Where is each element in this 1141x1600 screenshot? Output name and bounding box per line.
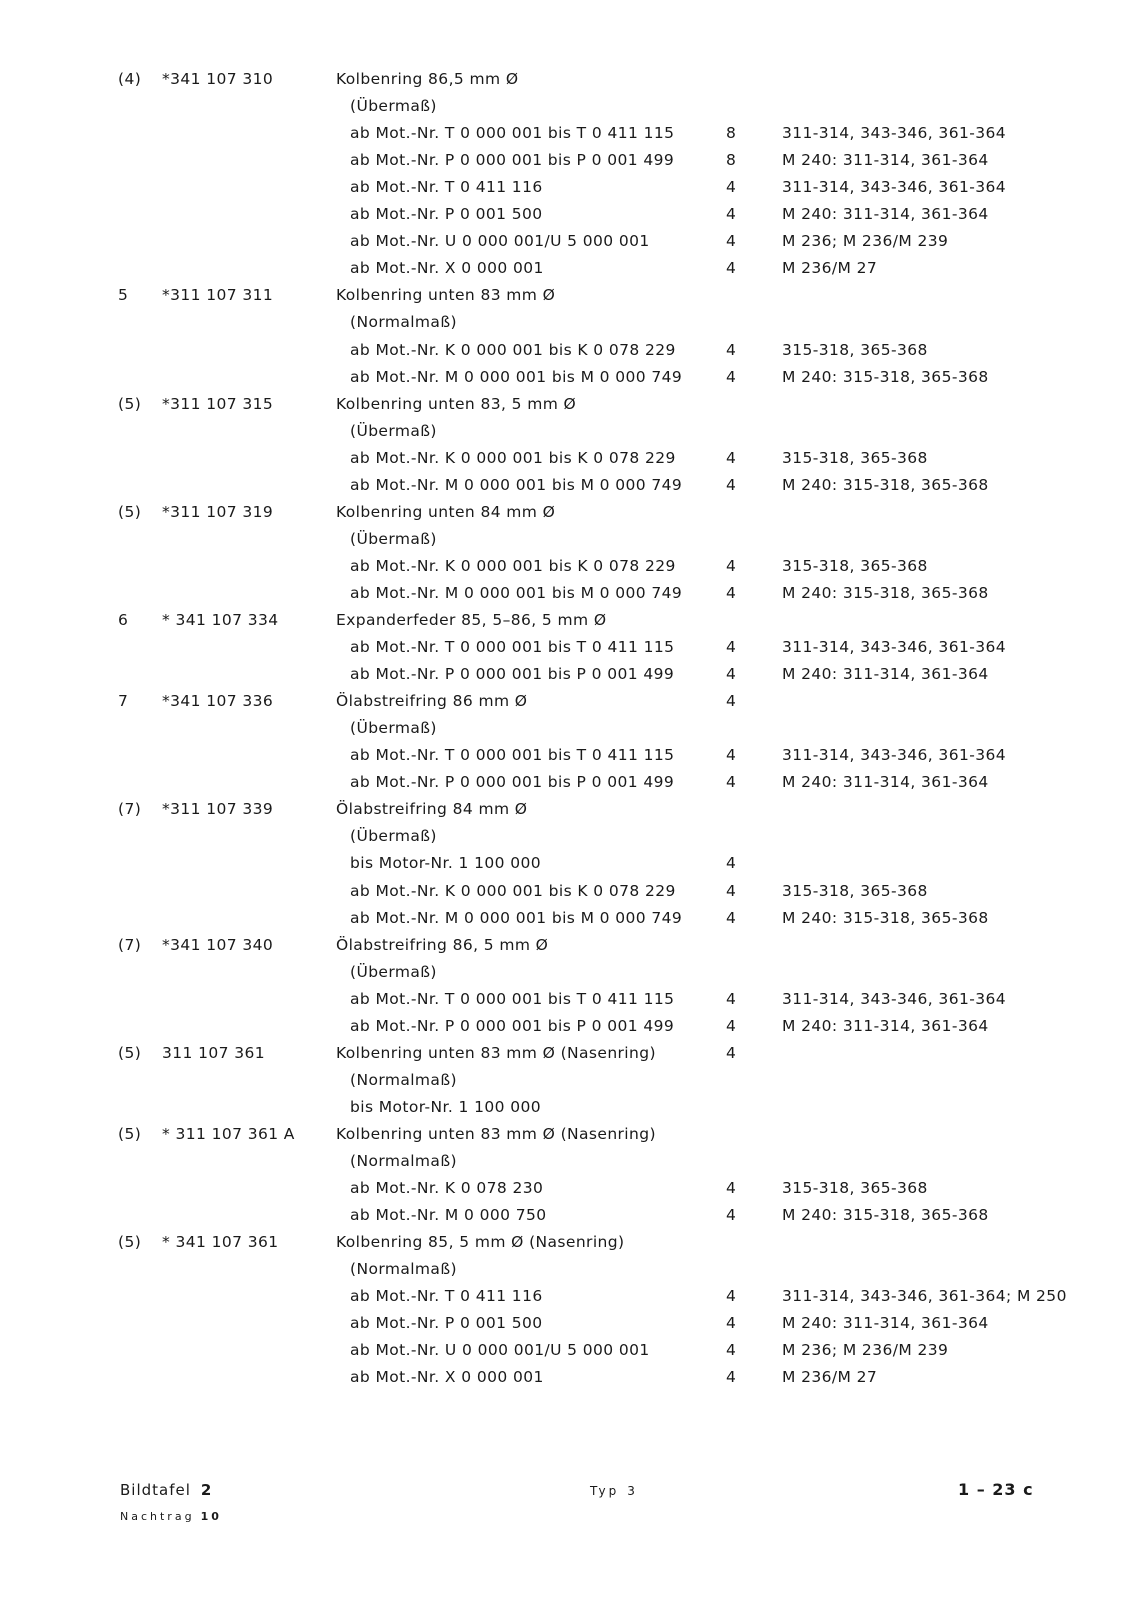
detail-row [0, 228, 1141, 255]
detail-row [0, 364, 1141, 391]
sub-description: ab Mot.-Nr. K 0 000 001 bis K 0 078 229 [350, 881, 676, 900]
quantity: 4 [726, 1287, 737, 1306]
detail-row [0, 1013, 1141, 1040]
part-row [0, 1229, 1141, 1256]
part-number: 311 107 361 [162, 1043, 266, 1062]
sub-description: (Normalmaß) [350, 1260, 457, 1279]
sub-description: ab Mot.-Nr. T 0 000 001 bis T 0 411 115 [350, 124, 675, 143]
position-number: (4) [118, 70, 142, 88]
quantity: 4 [726, 583, 737, 602]
sub-description: ab Mot.-Nr. M 0 000 001 bis M 0 000 749 [350, 475, 683, 494]
typ-text: Typ [590, 1484, 620, 1498]
quantity: 4 [726, 665, 737, 684]
part-row [0, 66, 1141, 93]
sub-description: ab Mot.-Nr. P 0 000 001 bis P 0 001 499 [350, 665, 675, 684]
application: 311-314, 343-346, 361-364; M 250 [782, 1287, 1067, 1306]
application: M 240: 315-318, 365-368 [782, 583, 989, 602]
application: M 240: 311-314, 361-364 [782, 665, 989, 684]
position-number: (5) [118, 1233, 142, 1252]
part-description: Kolbenring unten 83, 5 mm Ø [336, 394, 577, 413]
application: M 240: 311-314, 361-364 [782, 205, 989, 224]
sub-description: ab Mot.-Nr. K 0 000 001 bis K 0 078 229 [350, 556, 676, 575]
sub-description: ab Mot.-Nr. P 0 000 001 bis P 0 001 499 [350, 1016, 675, 1035]
detail-row [0, 1364, 1141, 1391]
detail-row [0, 715, 1141, 742]
quantity: 4 [726, 178, 737, 197]
sub-description: ab Mot.-Nr. M 0 000 001 bis M 0 000 749 [350, 367, 683, 386]
quantity: 4 [726, 448, 737, 467]
quantity: 4 [726, 205, 737, 224]
part-number: * 341 107 334 [162, 611, 279, 629]
quantity: 4 [726, 1368, 737, 1387]
sub-description: (Normalmaß) [350, 1152, 457, 1170]
quantity: 4 [726, 881, 737, 900]
detail-row [0, 309, 1141, 336]
application: 315-318, 365-368 [782, 340, 928, 359]
part-number: *311 107 339 [162, 800, 274, 819]
typ-label [590, 1484, 638, 1498]
sub-description: ab Mot.-Nr. K 0 078 230 [350, 1179, 544, 1198]
part-row [0, 282, 1141, 309]
part-description: Kolbenring unten 83 mm Ø [336, 286, 556, 305]
detail-row [0, 959, 1141, 986]
bildtafel-label [120, 1481, 212, 1499]
quantity: 4 [726, 854, 737, 873]
bildtafel-text: Bildtafel [120, 1481, 191, 1499]
part-description: Kolbenring 85, 5 mm Ø (Nasenring) [336, 1233, 625, 1252]
detail-row [0, 1337, 1141, 1364]
detail-row [0, 1310, 1141, 1337]
sub-description: ab Mot.-Nr. T 0 411 116 [350, 178, 543, 197]
sub-description: ab Mot.-Nr. T 0 000 001 bis T 0 411 115 [350, 638, 675, 657]
detail-row [0, 1067, 1141, 1094]
part-row [0, 688, 1141, 715]
sub-description: (Übermaß) [350, 529, 437, 548]
detail-row [0, 823, 1141, 850]
nachtrag-label [120, 1510, 222, 1523]
sub-description: ab Mot.-Nr. U 0 000 001/U 5 000 001 [350, 1341, 650, 1360]
detail-row [0, 1202, 1141, 1229]
part-row [0, 607, 1141, 634]
part-number: *341 107 340 [162, 935, 274, 954]
quantity: 4 [726, 1043, 737, 1062]
bildtafel-number: 2 [200, 1481, 213, 1499]
sub-description: ab Mot.-Nr. P 0 000 001 bis P 0 001 499 [350, 773, 675, 792]
sub-description: ab Mot.-Nr. P 0 001 500 [350, 1314, 543, 1333]
sub-description: bis Motor-Nr. 1 100 000 [350, 1097, 542, 1116]
application: 311-314, 343-346, 361-364 [782, 989, 1006, 1008]
sub-description: ab Mot.-Nr. T 0 000 001 bis T 0 411 115 [350, 746, 675, 765]
detail-row [0, 147, 1141, 174]
detail-row [0, 769, 1141, 796]
nachtrag-text: Nachtrag [120, 1510, 195, 1523]
sub-description: ab Mot.-Nr. K 0 000 001 bis K 0 078 229 [350, 448, 676, 467]
part-row [0, 1040, 1141, 1067]
sub-description: ab Mot.-Nr. T 0 000 001 bis T 0 411 115 [350, 989, 675, 1008]
sub-description: ab Mot.-Nr. T 0 411 116 [350, 1287, 543, 1306]
detail-row [0, 850, 1141, 877]
application: M 236/M 27 [782, 259, 878, 278]
detail-row [0, 661, 1141, 688]
sub-description: bis Motor-Nr. 1 100 000 [350, 854, 542, 873]
quantity: 4 [726, 692, 737, 711]
part-row [0, 932, 1141, 959]
part-number: * 341 107 361 [162, 1233, 279, 1252]
part-number: *311 107 311 [162, 286, 274, 305]
position-number: (7) [118, 800, 142, 819]
part-description: Ölabstreifring 86, 5 mm Ø [336, 935, 549, 954]
application: M 240: 311-314, 361-364 [782, 1016, 989, 1035]
detail-row [0, 201, 1141, 228]
sub-description: ab Mot.-Nr. M 0 000 001 bis M 0 000 749 [350, 908, 683, 927]
quantity: 4 [726, 340, 737, 359]
detail-row [0, 174, 1141, 201]
application: M 240: 315-318, 365-368 [782, 908, 989, 927]
quantity: 4 [726, 773, 737, 792]
quantity: 4 [726, 475, 737, 494]
application: 311-314, 343-346, 361-364 [782, 178, 1006, 197]
application: 315-318, 365-368 [782, 448, 928, 467]
detail-row [0, 878, 1141, 905]
detail-row [0, 1256, 1141, 1283]
quantity: 4 [726, 1341, 737, 1360]
position-number: (5) [118, 502, 142, 521]
part-number: *311 107 315 [162, 394, 274, 413]
detail-row [0, 1148, 1141, 1175]
sub-description: (Normalmaß) [350, 313, 457, 332]
sub-description: ab Mot.-Nr. M 0 000 750 [350, 1206, 547, 1225]
quantity: 8 [726, 124, 737, 143]
detail-row [0, 445, 1141, 472]
detail-row [0, 526, 1141, 553]
page-number: 1 – 23 c [958, 1480, 1034, 1499]
sub-description: (Übermaß) [350, 962, 437, 981]
detail-row [0, 553, 1141, 580]
part-row [0, 499, 1141, 526]
application: M 236; M 236/M 239 [782, 232, 949, 251]
detail-row [0, 1283, 1141, 1310]
part-row [0, 391, 1141, 418]
part-description: Expanderfeder 85, 5–86, 5 mm Ø [336, 611, 607, 629]
detail-row [0, 255, 1141, 282]
application: M 240: 311-314, 361-364 [782, 1314, 989, 1333]
detail-row [0, 472, 1141, 499]
part-description: Kolbenring unten 83 mm Ø (Nasenring) [336, 1124, 656, 1143]
sub-description: ab Mot.-Nr. X 0 000 001 [350, 1368, 544, 1387]
sub-description: ab Mot.-Nr. K 0 000 001 bis K 0 078 229 [350, 340, 676, 359]
part-row [0, 796, 1141, 823]
sub-description: (Übermaß) [350, 97, 437, 116]
part-row [0, 1121, 1141, 1148]
quantity: 4 [726, 746, 737, 765]
quantity: 4 [726, 1206, 737, 1225]
detail-row [0, 337, 1141, 364]
application: M 240: 315-318, 365-368 [782, 1206, 989, 1225]
part-description: Ölabstreifring 84 mm Ø [336, 800, 528, 819]
position-number: 5 [118, 286, 129, 305]
quantity: 4 [726, 232, 737, 251]
detail-row [0, 905, 1141, 932]
detail-row [0, 742, 1141, 769]
application: M 240: 311-314, 361-364 [782, 773, 989, 792]
application: 311-314, 343-346, 361-364 [782, 638, 1006, 657]
part-number: *341 107 336 [162, 692, 274, 711]
part-description: Kolbenring unten 83 mm Ø (Nasenring) [336, 1043, 656, 1062]
sub-description: (Übermaß) [350, 421, 437, 440]
application: M 236; M 236/M 239 [782, 1341, 949, 1360]
detail-row [0, 1094, 1141, 1121]
quantity: 8 [726, 151, 737, 170]
sub-description: (Übermaß) [350, 719, 437, 738]
position-number: 7 [118, 692, 129, 711]
quantity: 4 [726, 1016, 737, 1035]
part-description: Kolbenring 86,5 mm Ø [336, 70, 519, 88]
position-number: 6 [118, 611, 129, 629]
application: M 240: 315-318, 365-368 [782, 367, 989, 386]
quantity: 4 [726, 638, 737, 657]
part-description: Kolbenring unten 84 mm Ø [336, 502, 556, 521]
application: M 240: 311-314, 361-364 [782, 151, 989, 170]
position-number: (5) [118, 394, 142, 413]
quantity: 4 [726, 1314, 737, 1333]
detail-row [0, 120, 1141, 147]
application: 311-314, 343-346, 361-364 [782, 124, 1006, 143]
sub-description: ab Mot.-Nr. P 0 001 500 [350, 205, 543, 224]
quantity: 4 [726, 259, 737, 278]
application: M 236/M 27 [782, 1368, 878, 1387]
quantity: 4 [726, 989, 737, 1008]
sub-description: ab Mot.-Nr. X 0 000 001 [350, 259, 544, 278]
quantity: 4 [726, 1179, 737, 1198]
sub-description: ab Mot.-Nr. U 0 000 001/U 5 000 001 [350, 232, 650, 251]
quantity: 4 [726, 367, 737, 386]
application: 315-318, 365-368 [782, 881, 928, 900]
position-number: (5) [118, 1124, 142, 1143]
nachtrag-number: 10 [200, 1510, 222, 1523]
quantity: 4 [726, 556, 737, 575]
position-number: (5) [118, 1043, 142, 1062]
sub-description: (Übermaß) [350, 827, 437, 846]
sub-description: ab Mot.-Nr. M 0 000 001 bis M 0 000 749 [350, 583, 683, 602]
application: M 240: 315-318, 365-368 [782, 475, 989, 494]
detail-row [0, 418, 1141, 445]
detail-row [0, 1175, 1141, 1202]
quantity: 4 [726, 908, 737, 927]
position-number: (7) [118, 935, 142, 954]
application: 315-318, 365-368 [782, 556, 928, 575]
sub-description: ab Mot.-Nr. P 0 000 001 bis P 0 001 499 [350, 151, 675, 170]
detail-row [0, 93, 1141, 120]
part-number: *341 107 310 [162, 70, 274, 88]
part-number: * 311 107 361 A [162, 1124, 295, 1143]
typ-number: 3 [627, 1484, 638, 1498]
application: 315-318, 365-368 [782, 1179, 928, 1198]
detail-row [0, 986, 1141, 1013]
part-number: *311 107 319 [162, 502, 274, 521]
sub-description: (Normalmaß) [350, 1070, 457, 1089]
detail-row [0, 634, 1141, 661]
detail-row [0, 580, 1141, 607]
application: 311-314, 343-346, 361-364 [782, 746, 1006, 765]
part-description: Ölabstreifring 86 mm Ø [336, 692, 528, 711]
